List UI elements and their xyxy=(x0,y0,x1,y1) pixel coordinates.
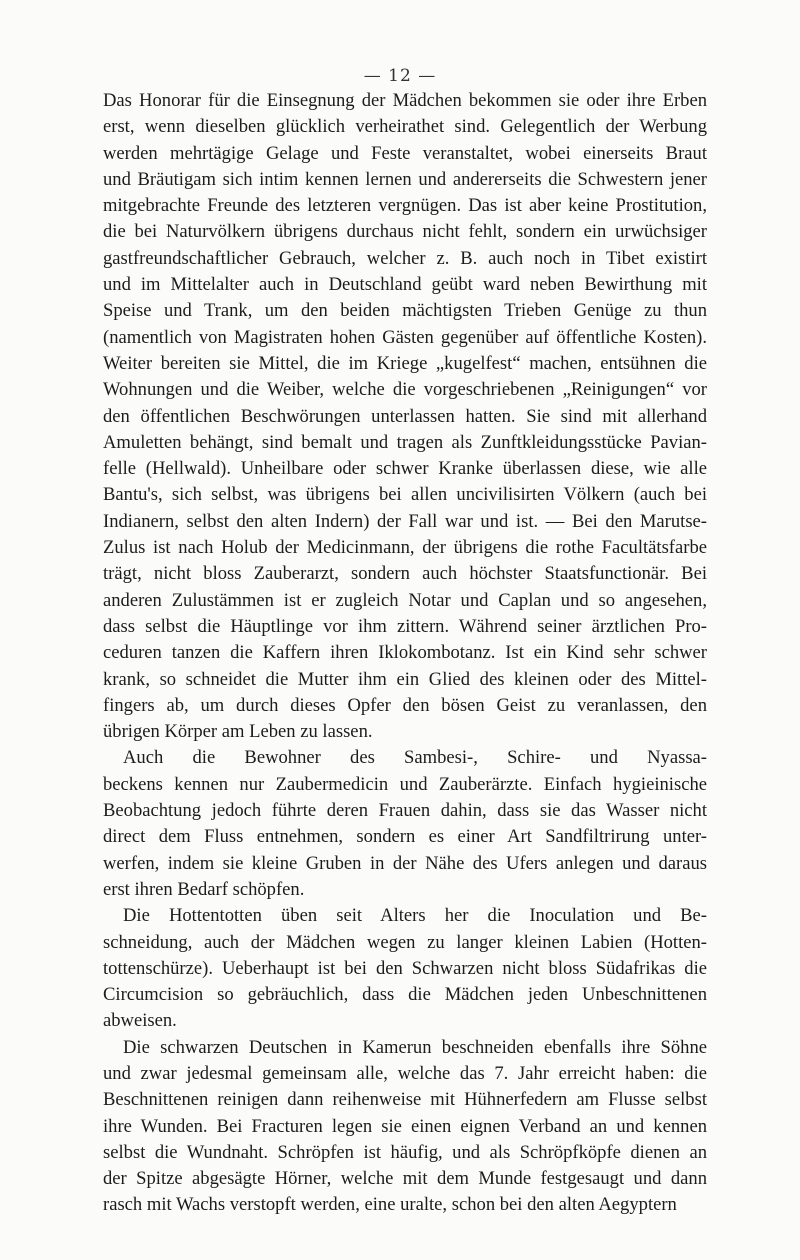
text-line: und zwar jedesmal gemeinsam alle, welche das 7. Jahr erreicht haben: die xyxy=(103,1062,707,1084)
text-line: übrigen Körper am Leben zu lassen. xyxy=(103,721,373,743)
text-line: und im Mittelalter auch in Deutschland geübt ward neben Bewirthung mit xyxy=(103,274,707,296)
text-line: Die schwarzen Deutschen in Kamerun beschneiden ebenfalls ihre Söhne xyxy=(123,1036,707,1058)
text-line: Auch die Bewohner des Sambesi-, Schire- und Nyassa- xyxy=(123,747,707,769)
text-line: Indianern, selbst den alten Indern) der Fall war und ist. — Bei den Marutse- xyxy=(103,510,707,532)
text-line: fingers ab, um durch dieses Opfer den bösen Geist zu veranlassen, den xyxy=(103,694,707,716)
text-line: Beobachtung jedoch führte deren Frauen dahin, dass sie das Wasser nicht xyxy=(103,800,707,822)
text-line: (namentlich von Magistraten hohen Gästen gegenüber auf öffentliche Kosten). xyxy=(103,326,707,348)
body-text xyxy=(103,88,707,1219)
text-line: Beschnittenen reinigen dann reihenweise mit Hühnerfedern am Flusse selbst xyxy=(103,1089,707,1111)
text-line: ceduren tanzen die Kaffern ihren Iklokombotanz. Ist ein Kind sehr schwer xyxy=(103,642,707,664)
text-line: beckens kennen nur Zaubermedicin und Zauberärzte. Einfach hygieinische xyxy=(103,773,707,795)
text-line: gastfreundschaftlicher Gebrauch, welcher z. B. auch noch in Tibet existirt xyxy=(103,247,707,269)
page-number: — 12 — xyxy=(363,66,437,86)
text-line: rasch mit Wachs verstopft werden, eine uralte, schon bei den alten Aegyptern xyxy=(103,1194,677,1216)
text-line: Das Honorar für die Einsegnung der Mädchen bekommen sie oder ihre Erben xyxy=(103,90,707,111)
text-line: abweisen. xyxy=(103,1010,177,1032)
text-line: Speise und Trank, um den beiden mächtigsten Trieben Genüge zu thun xyxy=(103,300,707,322)
text-line: Die Hottentotten üben seit Alters her die Inoculation und Be- xyxy=(123,905,707,927)
text-line: trägt, nicht bloss Zauberarzt, sondern auch höchster Staatsfunctionär. Bei xyxy=(103,563,707,585)
text-line: Bantu's, sich selbst, was übrigens bei allen uncivilisirten Völkern (auch bei xyxy=(103,484,707,506)
text-line: felle (Hellwald). Unheilbare oder schwer Kranke überlassen diese, wie alle xyxy=(103,458,707,480)
text-line: und Bräutigam sich intim kennen lernen und andererseits die Schwestern jener xyxy=(103,168,707,190)
text-line: werfen, indem sie kleine Gruben in der Nähe des Ufers anlegen und daraus xyxy=(103,852,707,874)
text-line: die bei Naturvölkern übrigens durchaus nicht fehlt, sondern ein urwüchsiger xyxy=(103,221,707,243)
text-line: krank, so schneidet die Mutter ihm ein Glied des kleinen oder des Mittel- xyxy=(103,668,707,690)
text-line: den öffentlichen Beschwörungen unterlassen hatten. Sie sind mit allerhand xyxy=(103,405,707,427)
text-line: werden mehrtägige Gelage und Feste veranstaltet, wobei einerseits Braut xyxy=(103,142,707,164)
text-line: anderen Zulustämmen ist er zugleich Notar und Caplan und so angesehen, xyxy=(103,589,707,611)
text-line: Zulus ist nach Holub der Medicinmann, der übrigens die rothe Facultätsfarbe xyxy=(103,537,707,559)
text-line: erst ihren Bedarf schöpfen. xyxy=(103,878,305,900)
text-line: Circumcision so gebräuchlich, dass die Mädchen jeden Unbeschnittenen xyxy=(103,984,707,1006)
text-line: Wohnungen und die Weiber, welche die vorgeschriebenen „Reinigungen“ vor xyxy=(103,379,707,401)
text-line: Amuletten behängt, sind bemalt und tragen als Zunftkleidungsstücke Pavian- xyxy=(103,431,707,453)
text-line: selbst die Wundnaht. Schröpfen ist häufig, und als Schröpfköpfe dienen an xyxy=(103,1141,707,1163)
text-line: schneidung, auch der Mädchen wegen zu langer kleinen Labien (Hotten- xyxy=(103,931,707,953)
text-line: direct dem Fluss entnehmen, sondern es einer Art Sandfiltrirung unter- xyxy=(103,826,707,848)
text-line: erst, wenn dieselben glücklich verheirathet sind. Gelegentlich der Werbung xyxy=(103,116,707,138)
text-line: dass selbst die Häuptlinge vor ihm zittern. Während seiner ärztlichen Pro- xyxy=(103,615,707,637)
text-line: mitgebrachte Freunde des letzteren vergnügen. Das ist aber keine Prostitution, xyxy=(103,195,707,217)
text-line: der Spitze abgesägte Hörner, welche mit dem Munde festgesaugt und dann xyxy=(103,1168,707,1190)
text-line: ihre Wunden. Bei Fracturen legen sie einen eignen Verband an und kennen xyxy=(103,1115,707,1137)
text-line: Weiter bereiten sie Mittel, die im Kriege „kugelfest“ machen, entsühnen die xyxy=(103,352,707,374)
text-line: tottenschürze). Ueberhaupt ist bei den Schwarzen nicht bloss Südafrikas die xyxy=(103,957,707,979)
